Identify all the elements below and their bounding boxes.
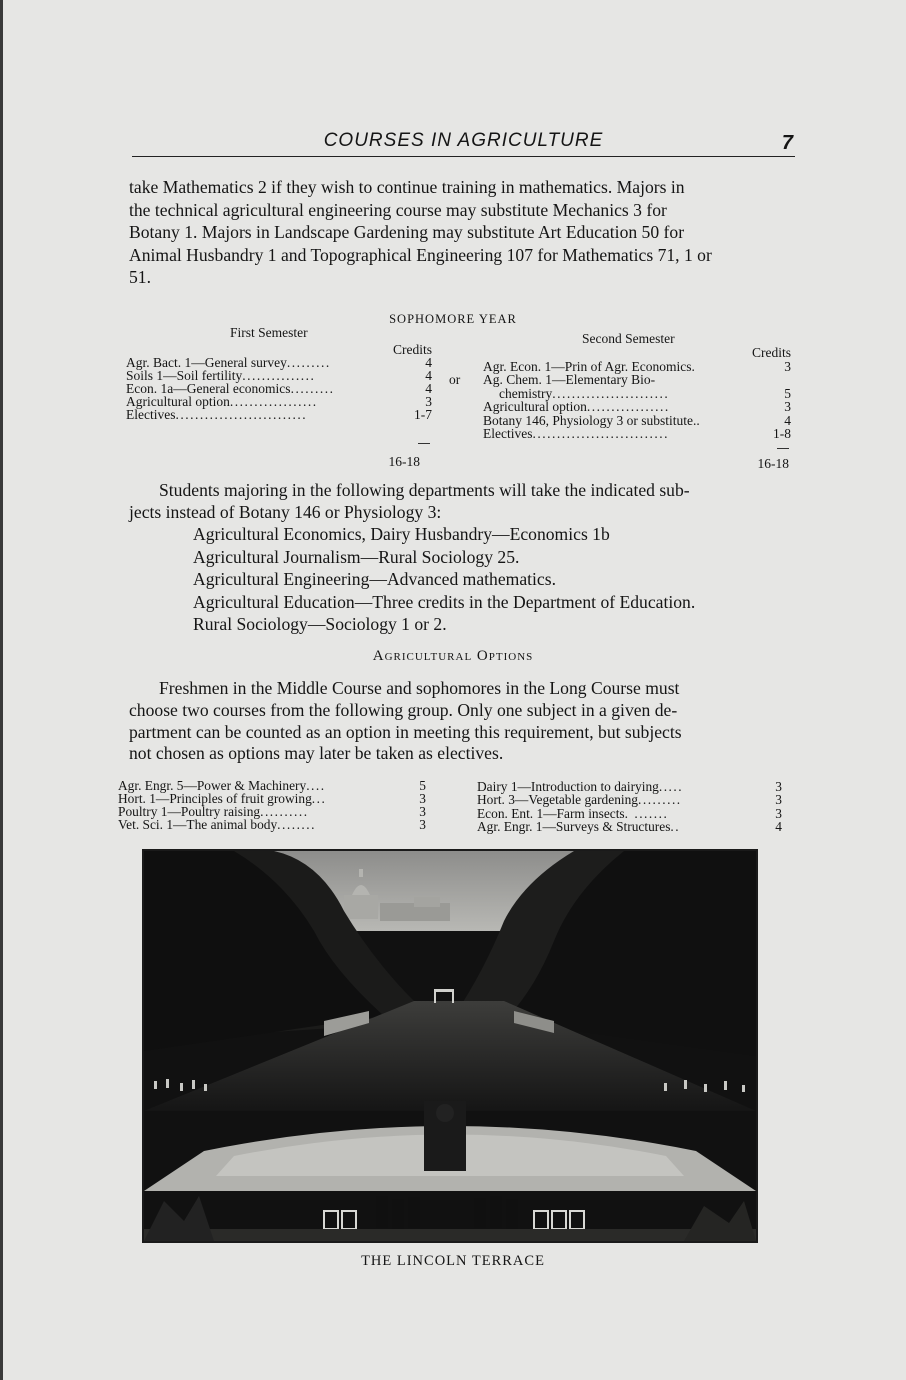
option-row: Agr. Engr. 1—Surveys & Structures.. 4 bbox=[477, 819, 782, 834]
course-row: chemistry........................ 5 bbox=[499, 386, 791, 401]
option-row: Hort. 1—Principles of fruit growing... 3 bbox=[118, 791, 426, 806]
total-rule bbox=[777, 448, 789, 449]
option-row: Hort. 3—Vegetable gardening......... 3 bbox=[477, 792, 782, 807]
first-semester-label: First Semester bbox=[230, 325, 308, 340]
substitution-item: Agricultural Journalism—Rural Sociology 25. bbox=[193, 547, 520, 567]
first-semester-total: 16-18 bbox=[388, 454, 420, 469]
option-credits: 3 bbox=[419, 791, 426, 806]
course-credits: 3 bbox=[784, 359, 791, 374]
course-name: Agr. Econ. 1—Prin of Agr. Economics. bbox=[483, 359, 695, 374]
course-credits: 1-7 bbox=[414, 407, 432, 422]
substitution-item: Agricultural Engineering—Advanced mathematics. bbox=[193, 569, 556, 589]
option-credits: 3 bbox=[775, 779, 782, 794]
substitution-item: Rural Sociology—Sociology 1 or 2. bbox=[193, 614, 447, 634]
course-name: Ag. Chem. 1—Elementary Bio- bbox=[483, 372, 656, 387]
option-credits: 4 bbox=[775, 819, 782, 834]
or-separator: or bbox=[449, 372, 461, 387]
course-name: Electives bbox=[483, 426, 533, 441]
option-name: Dairy 1—Introduction to dairying bbox=[477, 779, 659, 794]
substitution-line: jects instead of Botany 146 or Physiology 3: bbox=[129, 502, 442, 522]
substitution-item: Agricultural Education—Three credits in the Department of Education. bbox=[193, 592, 696, 612]
course-row: Agricultural option................. 3 bbox=[483, 399, 791, 414]
second-semester-table bbox=[483, 331, 791, 473]
first-semester-table bbox=[126, 323, 432, 473]
second-semester-total: 16-18 bbox=[757, 456, 789, 471]
course-name: Soils 1—Soil fertility bbox=[126, 368, 243, 383]
credits-header: Credits bbox=[393, 342, 432, 357]
page-number: 7 bbox=[781, 132, 793, 154]
course-row bbox=[483, 373, 791, 386]
course-name: chemistry bbox=[499, 386, 553, 401]
course-credits: 1-8 bbox=[773, 426, 791, 441]
option-row: Dairy 1—Introduction to dairying..... 3 bbox=[477, 779, 782, 794]
course-row: Soils 1—Soil fertility............... 4 bbox=[126, 368, 432, 383]
course-credits: 4 bbox=[425, 381, 432, 396]
option-name: Hort. 3—Vegetable gardening bbox=[477, 792, 639, 807]
header-title: COURSES IN AGRICULTURE bbox=[323, 130, 604, 151]
option-row: Agr. Engr. 5—Power & Machinery.... 5 bbox=[118, 778, 426, 793]
lincoln-terrace-photo bbox=[142, 849, 758, 1243]
course-credits: 4 bbox=[784, 413, 791, 428]
options-line: not chosen as options may later be taken as electives. bbox=[129, 743, 504, 763]
course-row: Agr. Bact. 1—General survey......... 4 bbox=[126, 355, 432, 370]
agricultural-options-heading: Agricultural Options bbox=[372, 648, 534, 664]
intro-line: the technical agricultural engineering course may substitute Mechanics 3 for bbox=[129, 200, 667, 220]
course-row: Agricultural option.................. 3 bbox=[126, 394, 432, 409]
option-name: Vet. Sci. 1—The animal body bbox=[118, 817, 278, 832]
course-name: Agricultural option bbox=[483, 399, 587, 414]
course-row: Electives........................... 1-7 bbox=[126, 407, 432, 422]
photo-illustration bbox=[144, 851, 756, 1241]
course-credits: 3 bbox=[784, 399, 791, 414]
option-name: Hort. 1—Principles of fruit growing bbox=[118, 791, 312, 806]
course-row: Electives............................ 1-8 bbox=[483, 426, 791, 441]
intro-line: Botany 1. Majors in Landscape Gardening may substitute Art Education 50 for bbox=[129, 222, 685, 242]
intro-line: 51. bbox=[129, 267, 151, 287]
substitution-line: Students majoring in the following departments will take the indicated sub- bbox=[159, 480, 690, 500]
options-line: partment can be counted as an option in meeting this requirement, but subjects bbox=[129, 722, 682, 742]
running-header bbox=[132, 130, 795, 157]
course-name: Electives bbox=[126, 407, 176, 422]
course-credits: 4 bbox=[425, 355, 432, 370]
course-name: Agr. Bact. 1—General survey bbox=[126, 355, 287, 370]
course-row: Econ. 1a—General economics......... 4 bbox=[126, 381, 432, 396]
course-credits: 5 bbox=[784, 386, 791, 401]
course-name: Econ. 1a—General economics bbox=[126, 381, 291, 396]
options-line: choose two courses from the following group. Only one subject in a given de- bbox=[129, 700, 678, 720]
option-row: Econ. Ent. 1—Farm insects. ....... 3 bbox=[477, 806, 782, 821]
course-name: Botany 146, Physiology 3 or substitute.. bbox=[483, 413, 700, 428]
option-credits: 3 bbox=[775, 792, 782, 807]
option-credits: 3 bbox=[775, 806, 782, 821]
options-line: Freshmen in the Middle Course and sophomores in the Long Course must bbox=[159, 678, 680, 698]
option-row: Vet. Sci. 1—The animal body........ 3 bbox=[118, 817, 426, 832]
sophomore-year-heading: SOPHOMORE YEAR bbox=[389, 312, 517, 326]
course-name: Agricultural option bbox=[126, 394, 230, 409]
course-credits: 3 bbox=[425, 394, 432, 409]
option-name: Agr. Engr. 5—Power & Machinery bbox=[118, 778, 307, 793]
option-credits: 3 bbox=[419, 817, 426, 832]
option-credits: 3 bbox=[419, 804, 426, 819]
option-name: Econ. Ent. 1—Farm insects bbox=[477, 806, 625, 821]
intro-line: take Mathematics 2 if they wish to continue training in mathematics. Majors in bbox=[129, 177, 685, 197]
option-name: Agr. Engr. 1—Surveys & Structures bbox=[477, 819, 671, 834]
course-credits: 4 bbox=[425, 368, 432, 383]
option-credits: 5 bbox=[419, 778, 426, 793]
second-semester-label: Second Semester bbox=[582, 331, 675, 346]
substitution-item: Agricultural Economics, Dairy Husbandry—Economics 1b bbox=[193, 524, 610, 544]
option-name: Poultry 1—Poultry raising bbox=[118, 804, 261, 819]
photo-caption: THE LINCOLN TERRACE bbox=[361, 1253, 545, 1269]
option-row: Poultry 1—Poultry raising.......... 3 bbox=[118, 804, 426, 819]
intro-line: Animal Husbandry 1 and Topographical Engineering 107 for Mathematics 71, 1 or bbox=[129, 245, 712, 265]
total-rule bbox=[418, 443, 430, 444]
credits-header: Credits bbox=[752, 345, 791, 360]
